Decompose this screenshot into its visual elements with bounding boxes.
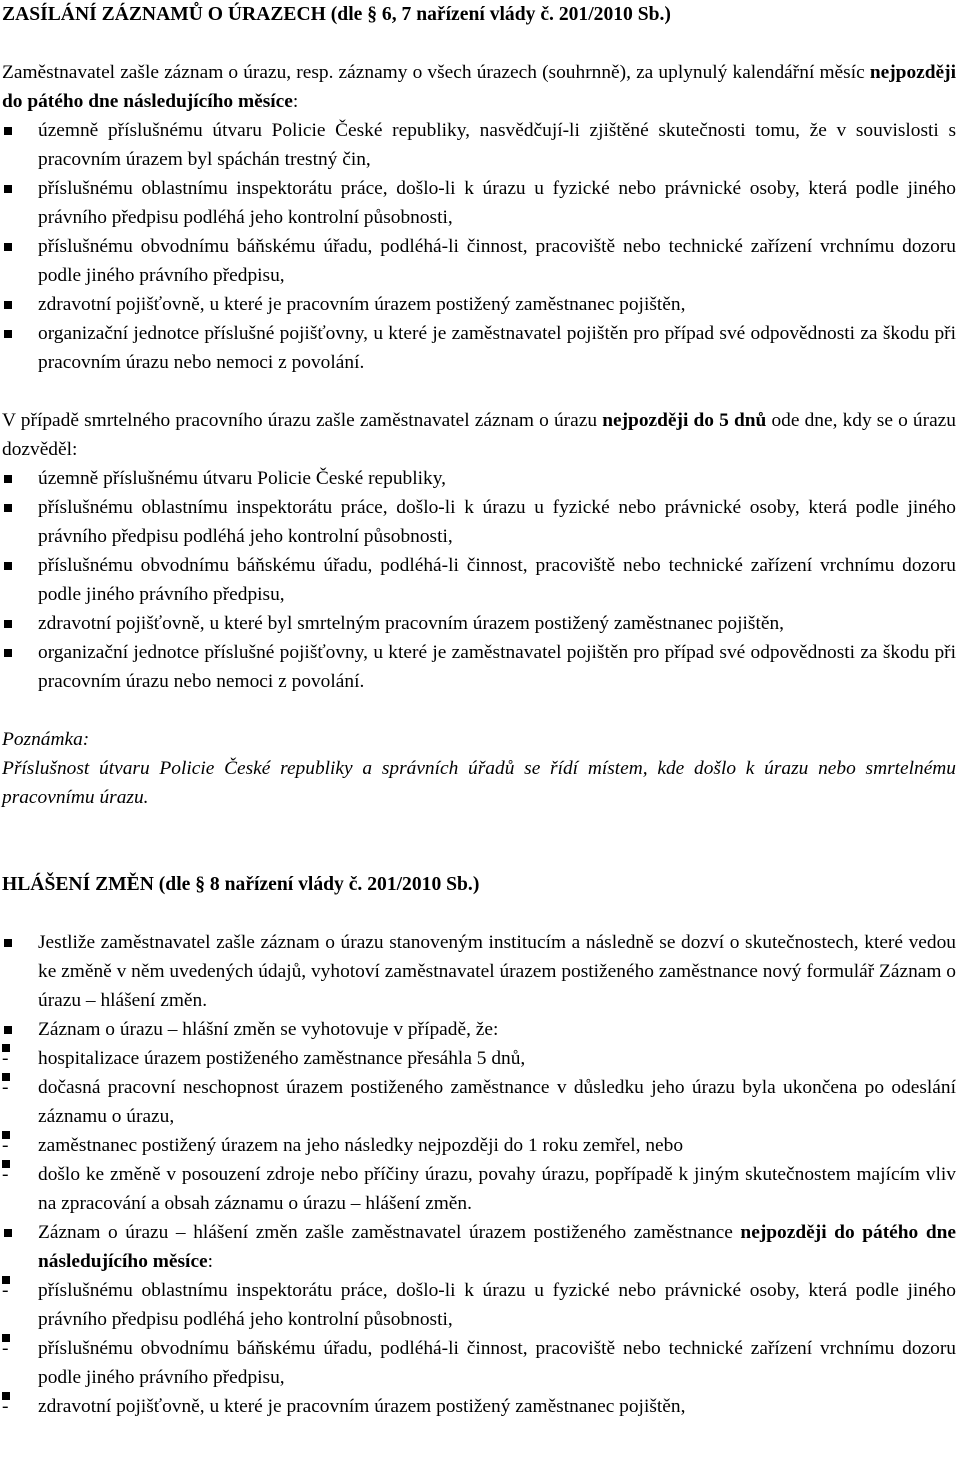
dash-item: - příslušnému oblastnímu inspektorátu práce, došlo-li k úrazu u fyzické nebo právnické osoby, která podle jiného právního předpisu podléhá jeho kontrolní působnosti,: [2, 1276, 956, 1334]
fatal-deadline: nejpozději do 5 dnů: [602, 410, 767, 431]
list-item-colon: :: [207, 1251, 214, 1272]
fatal-text-end: ode dne, kdy se o úrazu dozvěděl:: [2, 410, 956, 460]
list-item: územně příslušnému útvaru Policie České republiky,: [2, 464, 956, 493]
section-title-zasilani: ZASÍLÁNÍ ZÁZNAMŮ O ÚRAZECH (dle § 6, 7 nařízení vlády č. 201/2010 Sb.): [2, 4, 671, 25]
dash-item: - dočasná pracovní neschopnost úrazem postiženého zaměstnance v důsledku jeho úrazu byla ukončena po odeslání záznamu o úrazu,: [2, 1073, 956, 1131]
list-item: zdravotní pojišťovně, u které byl smrtelným pracovním úrazem postižený zaměstnanec pojištěn,: [2, 609, 956, 638]
list-item: organizační jednotce příslušné pojišťovny, u které je zaměstnavatel pojištěn pro případ své odpovědnosti za škodu při pracovním úrazu nebo nemoci z povolání.: [2, 319, 956, 377]
list-item: příslušnému obvodnímu báňskému úřadu, podléhá-li činnost, pracoviště nebo technické zařízení vrchnímu dozoru podle jiného právního předpisu,: [2, 232, 956, 290]
fatal-text: V případě smrtelného pracovního úrazu zašle zaměstnavatel záznam o úrazu: [2, 410, 603, 431]
intro-paragraph: [2, 58, 956, 116]
list-item: příslušnému oblastnímu inspektorátu práce, došlo-li k úrazu u fyzické nebo právnické osoby, která podle jiného právního předpisu podléhá jeho kontrolní působnosti,: [2, 493, 956, 551]
dash-item: - zdravotní pojišťovně, u které je pracovním úrazem postižený zaměstnanec pojištěn,: [2, 1392, 956, 1421]
note-label: Poznámka:: [2, 729, 90, 750]
list-item: příslušnému obvodnímu báňskému úřadu, podléhá-li činnost, pracoviště nebo technické zařízení vrchnímu dozoru podle jiného právního předpisu,: [2, 551, 956, 609]
intro-text: Zaměstnavatel zašle záznam o úrazu, resp. záznamy o všech úrazech (souhrnně), za uplynulý kalendářní měsíc: [2, 62, 870, 83]
list-item: územně příslušnému útvaru Policie České republiky, nasvědčují-li zjištěné skutečnosti tomu, že v souvislosti s pracovním úrazem byl spáchán trestný čin,: [2, 116, 956, 174]
list-item: Jestliže zaměstnavatel zašle záznam o úrazu stanoveným institucím a následně se dozví o skutečnostech, které vedou ke změně v něm uvedených údajů, vyhotoví zaměstnavatel úrazem postiženého zaměstnance nový formulář Záznam o úrazu – hlášení změn.: [2, 928, 956, 1015]
fatal-recipients-list: [2, 464, 956, 696]
dash-item: - hospitalizace úrazem postiženého zaměstnance přesáhla 5 dnů,: [2, 1044, 956, 1073]
section-title-hlaseni-zmen: HLÁŠENÍ ZMĚN (dle § 8 nařízení vlády č. 201/2010 Sb.): [2, 874, 480, 895]
list-item: organizační jednotce příslušné pojišťovny, u které je zaměstnavatel pojištěn pro případ své odpovědnosti za škodu při pracovním úrazu nebo nemoci z povolání.: [2, 638, 956, 696]
recipients-list: [2, 116, 956, 377]
list-item: [2, 1015, 956, 1218]
dash-item: - zaměstnanec postižený úrazem na jeho následky nejpozději do 1 roku zemřel, nebo: [2, 1131, 956, 1160]
conditions-list: [2, 1044, 956, 1218]
list-item: příslušnému oblastnímu inspektorátu práce, došlo-li k úrazu u fyzické nebo právnické osoby, která podle jiného právního předpisu podléhá jeho kontrolní působnosti,: [2, 174, 956, 232]
changes-list: [2, 928, 956, 1421]
list-item-text: Záznam o úrazu – hlášní změn se vyhotovuje v případě, že:: [38, 1019, 499, 1040]
intro-deadline: nejpozději do pátého dne následujícího měsíce: [2, 62, 956, 112]
fatal-paragraph: [2, 406, 956, 464]
intro-colon: :: [292, 91, 299, 112]
dash-item: - příslušnému obvodnímu báňskému úřadu, podléhá-li činnost, pracoviště nebo technické zařízení vrchnímu dozoru podle jiného právního předpisu,: [2, 1334, 956, 1392]
list-item: [2, 1218, 956, 1421]
note-text: Příslušnost útvaru Policie České republiky a správních úřadů se řídí místem, kde došlo k úrazu nebo smrtelnému pracovnímu úrazu.: [2, 758, 956, 808]
changes-deadline: nejpozději do pátého dne následujícího měsíce: [38, 1222, 956, 1272]
changes-recipients-list: [2, 1276, 956, 1421]
list-item-text: Záznam o úrazu – hlášení změn zašle zaměstnavatel úrazem postiženého zaměstnance: [38, 1222, 741, 1243]
list-item: zdravotní pojišťovně, u které je pracovním úrazem postižený zaměstnanec pojištěn,: [2, 290, 956, 319]
dash-item: - došlo ke změně v posouzení zdroje nebo příčiny úrazu, povahy úrazu, popřípadě k jiným skutečnostem majícím vliv na zpracování a obsah záznamu o úrazu – hlášení změn.: [2, 1160, 956, 1218]
